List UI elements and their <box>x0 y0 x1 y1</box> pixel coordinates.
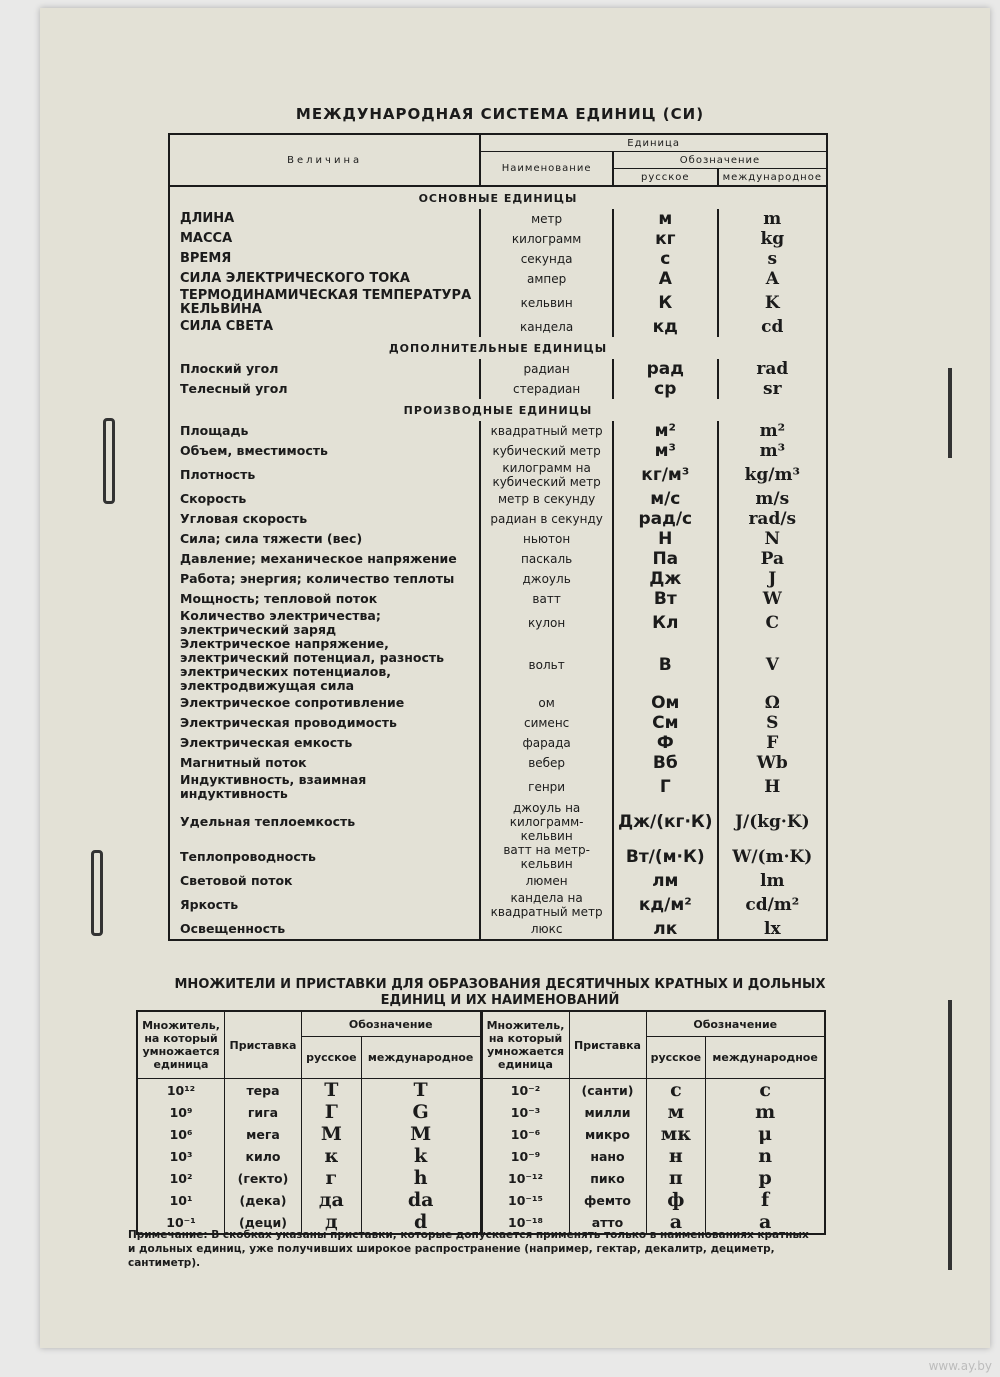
prefix-symbol-russian: д <box>302 1211 362 1234</box>
unit-symbol-international: Ω <box>718 693 827 713</box>
unit-name: сименс <box>480 713 613 733</box>
prefix-factor: 10⁻² <box>481 1079 569 1102</box>
unit-symbol-russian: ср <box>613 379 718 399</box>
prefix-row <box>137 1167 825 1189</box>
unit-quantity: Угловая скорость <box>180 511 308 526</box>
prefix-symbol-russian: к <box>302 1145 362 1167</box>
prefix-header-prefix: Приставка <box>225 1011 302 1079</box>
prefix-factor: 10¹ <box>137 1189 225 1211</box>
prefix-symbol-international: da <box>361 1189 481 1211</box>
unit-row <box>169 509 827 529</box>
prefix-symbol-russian: да <box>302 1189 362 1211</box>
prefix-symbol-international: G <box>361 1101 481 1123</box>
header-international: международное <box>718 169 827 187</box>
unit-symbol-russian: лк <box>613 919 718 940</box>
prefix-factor: 10⁻³ <box>481 1101 569 1123</box>
unit-symbol-russian: Вт <box>613 589 718 609</box>
prefix-name: милли <box>569 1101 646 1123</box>
prefix-symbol-international: f <box>706 1189 825 1211</box>
prefix-symbol-international: n <box>706 1145 825 1167</box>
unit-quantity: Объем, вместимость <box>180 443 328 458</box>
prefix-header-russian: русское <box>302 1037 362 1079</box>
unit-symbol-international: A <box>718 269 827 289</box>
unit-quantity: Освещенность <box>180 921 286 936</box>
prefix-symbol-russian: с <box>646 1079 706 1102</box>
prefix-row <box>137 1189 825 1211</box>
edge-mark <box>948 368 952 458</box>
unit-name: ватт <box>480 589 613 609</box>
unit-symbol-international: S <box>718 713 827 733</box>
prefix-name: мега <box>225 1123 302 1145</box>
si-units-table <box>168 133 828 941</box>
unit-symbol-international: lx <box>718 919 827 940</box>
unit-name: ом <box>480 693 613 713</box>
prefix-header-international: международное <box>706 1037 825 1079</box>
unit-symbol-russian: лм <box>613 871 718 891</box>
unit-name: кубический метр <box>480 441 613 461</box>
unit-quantity: Работа; энергия; количество теплоты <box>180 571 455 586</box>
unit-name: джоуль <box>480 569 613 589</box>
unit-symbol-russian: кг/м³ <box>613 461 718 489</box>
prefix-symbol-international: m <box>706 1101 825 1123</box>
unit-row <box>169 773 827 801</box>
unit-symbol-russian: кд/м² <box>613 891 718 919</box>
unit-name: кандела на квадратный метр <box>480 891 613 919</box>
unit-symbol-russian: Кл <box>613 609 718 637</box>
unit-symbol-russian: Ф <box>613 733 718 753</box>
unit-symbol-international: kg <box>718 229 827 249</box>
unit-quantity: СИЛА ЭЛЕКТРИЧЕСКОГО ТОКА <box>180 271 410 286</box>
staple-top <box>103 418 115 504</box>
prefix-header-prefix: Приставка <box>569 1011 646 1079</box>
si-header-row <box>169 134 827 152</box>
prefix-factor: 10⁻⁶ <box>481 1123 569 1145</box>
unit-row <box>169 919 827 940</box>
unit-quantity: Теплопроводность <box>180 849 316 864</box>
prefix-factor: 10⁻⁹ <box>481 1145 569 1167</box>
unit-symbol-international: N <box>718 529 827 549</box>
unit-symbol-russian: Дж/(кг·К) <box>613 801 718 843</box>
unit-quantity: Электрическое сопротивление <box>180 695 405 710</box>
unit-name: люмен <box>480 871 613 891</box>
prefix-symbol-russian: н <box>646 1145 706 1167</box>
unit-name: квадратный метр <box>480 421 613 441</box>
unit-name: ампер <box>480 269 613 289</box>
unit-symbol-international: V <box>718 637 827 693</box>
unit-symbol-international: cd/m² <box>718 891 827 919</box>
unit-symbol-russian: К <box>613 289 718 317</box>
unit-name: кандела <box>480 317 613 337</box>
unit-row <box>169 549 827 569</box>
unit-name: ньютон <box>480 529 613 549</box>
unit-name: паскаль <box>480 549 613 569</box>
unit-row <box>169 891 827 919</box>
prefix-factor: 10³ <box>137 1145 225 1167</box>
unit-quantity: Площадь <box>180 423 249 438</box>
unit-quantity: Плотность <box>180 467 256 482</box>
unit-symbol-russian: кг <box>613 229 718 249</box>
unit-quantity: СИЛА СВЕТА <box>180 319 274 334</box>
unit-symbol-international: Wb <box>718 753 827 773</box>
unit-row <box>169 359 827 379</box>
unit-symbol-international: kg/m³ <box>718 461 827 489</box>
unit-quantity: Электрическое напряжение, электрический потенциал, разность электрических потенциалов, электродвижущая сила <box>180 636 445 693</box>
header-unit: Единица <box>480 134 827 152</box>
unit-row <box>169 529 827 549</box>
unit-row <box>169 693 827 713</box>
unit-quantity: Электрическая проводимость <box>180 715 397 730</box>
unit-row <box>169 489 827 509</box>
prefix-symbol-russian: а <box>646 1211 706 1234</box>
prefix-symbol-international: T <box>361 1079 481 1102</box>
prefix-factor: 10⁶ <box>137 1123 225 1145</box>
edge-mark <box>948 1000 952 1270</box>
header-name: Наименование <box>480 152 613 187</box>
unit-symbol-russian: кд <box>613 317 718 337</box>
prefix-row <box>137 1123 825 1145</box>
section-supplementary: ДОПОЛНИТЕЛЬНЫЕ ЕДИНИЦЫ <box>388 341 608 355</box>
unit-symbol-russian: с <box>613 249 718 269</box>
prefix-factor: 10¹² <box>137 1079 225 1102</box>
prefix-name: кило <box>225 1145 302 1167</box>
unit-symbol-russian: м³ <box>613 441 718 461</box>
unit-symbol-russian: Г <box>613 773 718 801</box>
unit-symbol-russian: Ом <box>613 693 718 713</box>
unit-symbol-international: J/(kg·K) <box>718 801 827 843</box>
unit-row <box>169 249 827 269</box>
prefix-symbol-international: c <box>706 1079 825 1102</box>
prefix-name: пико <box>569 1167 646 1189</box>
prefix-factor: 10⁻¹ <box>137 1211 225 1234</box>
unit-row <box>169 637 827 693</box>
prefix-header-factor: Множитель, на который умножается единица <box>137 1011 225 1079</box>
unit-row <box>169 753 827 773</box>
unit-name: метр в секунду <box>480 489 613 509</box>
si-body <box>169 186 827 940</box>
prefix-factor: 10⁻¹² <box>481 1167 569 1189</box>
unit-name: люкс <box>480 919 613 940</box>
unit-symbol-international: W/(m·K) <box>718 843 827 871</box>
unit-symbol-russian: Па <box>613 549 718 569</box>
prefix-row <box>137 1145 825 1167</box>
unit-symbol-international: rad/s <box>718 509 827 529</box>
section-base: ОСНОВНЫЕ ЕДИНИЦЫ <box>418 191 578 205</box>
unit-symbol-russian: м <box>613 209 718 229</box>
unit-symbol-international: J <box>718 569 827 589</box>
prefix-factor: 10⁻¹⁵ <box>481 1189 569 1211</box>
unit-symbol-russian: Дж <box>613 569 718 589</box>
header-designation: Обозначение <box>613 152 827 169</box>
unit-quantity: Мощность; тепловой поток <box>180 591 378 606</box>
unit-symbol-international: s <box>718 249 827 269</box>
unit-symbol-international: W <box>718 589 827 609</box>
unit-row <box>169 871 827 891</box>
prefix-symbol-russian: мк <box>646 1123 706 1145</box>
unit-name: ватт на метр-кельвин <box>480 843 613 871</box>
unit-symbol-russian: А <box>613 269 718 289</box>
page-title: МЕЖДУНАРОДНАЯ СИСТЕМА ЕДИНИЦ (СИ) <box>295 105 705 123</box>
section-derived: ПРОИЗВОДНЫЕ ЕДИНИЦЫ <box>403 403 593 417</box>
unit-name: фарада <box>480 733 613 753</box>
unit-name: кулон <box>480 609 613 637</box>
prefix-factor: 10² <box>137 1167 225 1189</box>
prefix-row <box>137 1101 825 1123</box>
prefix-name: тера <box>225 1079 302 1102</box>
prefix-table <box>136 1010 826 1235</box>
unit-symbol-international: m³ <box>718 441 827 461</box>
header-quantity: Величина <box>169 134 480 186</box>
unit-row <box>169 421 827 441</box>
unit-quantity: ДЛИНА <box>180 211 235 226</box>
prefix-symbol-russian: М <box>302 1123 362 1145</box>
unit-name: стерадиан <box>480 379 613 399</box>
unit-row <box>169 733 827 753</box>
unit-row <box>169 379 827 399</box>
prefix-name: (санти) <box>569 1079 646 1102</box>
prefix-symbol-russian: Т <box>302 1079 362 1102</box>
unit-name: килограмм на кубический метр <box>480 461 613 489</box>
unit-row <box>169 569 827 589</box>
unit-row <box>169 289 827 317</box>
unit-row <box>169 843 827 871</box>
prefix-symbol-international: h <box>361 1167 481 1189</box>
prefix-header-factor: Множитель, на который умножается единица <box>481 1011 569 1079</box>
prefix-name: (гекто) <box>225 1167 302 1189</box>
unit-symbol-international: lm <box>718 871 827 891</box>
unit-symbol-russian: рад <box>613 359 718 379</box>
prefix-symbol-international: k <box>361 1145 481 1167</box>
unit-symbol-russian: См <box>613 713 718 733</box>
prefix-header-russian: русское <box>646 1037 706 1079</box>
unit-symbol-international: K <box>718 289 827 317</box>
unit-symbol-russian: Н <box>613 529 718 549</box>
prefix-symbol-russian: г <box>302 1167 362 1189</box>
unit-quantity: Сила; сила тяжести (вес) <box>180 531 363 546</box>
unit-name: вебер <box>480 753 613 773</box>
unit-row <box>169 461 827 489</box>
unit-quantity: Индуктивность, взаимная индуктивность <box>180 772 367 801</box>
unit-name: кельвин <box>480 289 613 317</box>
unit-row <box>169 209 827 229</box>
unit-symbol-international: Pa <box>718 549 827 569</box>
unit-quantity: ВРЕМЯ <box>180 251 232 266</box>
section-row <box>169 399 827 421</box>
unit-row <box>169 609 827 637</box>
prefix-header-row <box>137 1011 825 1037</box>
unit-quantity: Телесный угол <box>180 381 288 396</box>
unit-quantity: Количество электричества; электрический заряд <box>180 608 381 637</box>
unit-symbol-russian: рад/с <box>613 509 718 529</box>
unit-quantity: Давление; механическое напряжение <box>180 551 457 566</box>
unit-symbol-international: C <box>718 609 827 637</box>
prefix-title-line-1: МНОЖИТЕЛИ И ПРИСТАВКИ ДЛЯ ОБРАЗОВАНИЯ ДЕСЯТИЧНЫХ КРАТНЫХ И ДОЛЬНЫХ <box>174 977 826 992</box>
prefix-symbol-russian: Г <box>302 1101 362 1123</box>
header-russian: русское <box>613 169 718 187</box>
footnote: Примечание: В скобках указаны приставки, которые допускается применять только в наименованиях кратных и дольных единиц, уже получивших широкое распространение (например, гектар, декалитр, дециметр, сантиметр). <box>128 1229 809 1269</box>
unit-symbol-russian: Вб <box>613 753 718 773</box>
unit-name: джоуль на килограмм-кельвин <box>480 801 613 843</box>
unit-name: радиан <box>480 359 613 379</box>
prefix-name: гига <box>225 1101 302 1123</box>
unit-symbol-international: sr <box>718 379 827 399</box>
unit-row <box>169 713 827 733</box>
unit-symbol-russian: м² <box>613 421 718 441</box>
prefix-body <box>137 1079 825 1235</box>
unit-symbol-international: rad <box>718 359 827 379</box>
unit-name: секунда <box>480 249 613 269</box>
prefix-header-international: международное <box>361 1037 481 1079</box>
unit-quantity: Электрическая емкость <box>180 735 353 750</box>
unit-quantity: Удельная теплоемкость <box>180 814 356 829</box>
prefix-name: (деци) <box>225 1211 302 1234</box>
unit-symbol-international: m² <box>718 421 827 441</box>
unit-name: килограмм <box>480 229 613 249</box>
prefix-symbol-russian: ф <box>646 1189 706 1211</box>
unit-symbol-international: m <box>718 209 827 229</box>
unit-quantity: Яркость <box>180 897 239 912</box>
watermark-text: www.ay.by <box>928 1359 992 1373</box>
prefix-symbol-international: a <box>706 1211 825 1234</box>
prefix-symbol-international: M <box>361 1123 481 1145</box>
unit-symbol-russian: м/с <box>613 489 718 509</box>
unit-row <box>169 589 827 609</box>
section-row <box>169 337 827 359</box>
prefix-header-designation: Обозначение <box>302 1011 482 1037</box>
unit-symbol-international: H <box>718 773 827 801</box>
unit-name: вольт <box>480 637 613 693</box>
unit-row <box>169 317 827 337</box>
unit-quantity: МАССА <box>180 231 233 246</box>
prefix-name: атто <box>569 1211 646 1234</box>
unit-quantity: Магнитный поток <box>180 755 307 770</box>
unit-symbol-international: m/s <box>718 489 827 509</box>
unit-quantity: Световой поток <box>180 873 293 888</box>
prefix-symbol-international: d <box>361 1211 481 1234</box>
prefix-symbol-international: μ <box>706 1123 825 1145</box>
unit-row <box>169 441 827 461</box>
unit-row <box>169 269 827 289</box>
unit-symbol-international: F <box>718 733 827 753</box>
prefix-symbol-russian: м <box>646 1101 706 1123</box>
unit-name: метр <box>480 209 613 229</box>
prefix-name: (дека) <box>225 1189 302 1211</box>
prefix-row <box>137 1079 825 1102</box>
unit-row <box>169 801 827 843</box>
unit-quantity: Скорость <box>180 491 247 506</box>
unit-symbol-russian: Вт/(м·К) <box>613 843 718 871</box>
prefix-title <box>0 977 1000 1009</box>
prefix-factor: 10⁻¹⁸ <box>481 1211 569 1234</box>
unit-quantity: Плоский угол <box>180 361 279 376</box>
prefix-name: микро <box>569 1123 646 1145</box>
prefix-name: нано <box>569 1145 646 1167</box>
unit-name: радиан в секунду <box>480 509 613 529</box>
prefix-symbol-russian: п <box>646 1167 706 1189</box>
prefix-name: фемто <box>569 1189 646 1211</box>
prefix-title-line-2: ЕДИНИЦ И ИХ НАИМЕНОВАНИЙ <box>380 993 620 1008</box>
prefix-header-designation: Обозначение <box>646 1011 825 1037</box>
unit-symbol-russian: В <box>613 637 718 693</box>
prefix-symbol-international: p <box>706 1167 825 1189</box>
prefix-factor: 10⁹ <box>137 1101 225 1123</box>
unit-row <box>169 229 827 249</box>
unit-name: генри <box>480 773 613 801</box>
staple-bottom <box>91 850 103 936</box>
unit-quantity: ТЕРМОДИНАМИЧЕСКАЯ ТЕМПЕРАТУРА КЕЛЬВИНА <box>180 288 472 317</box>
unit-symbol-international: cd <box>718 317 827 337</box>
